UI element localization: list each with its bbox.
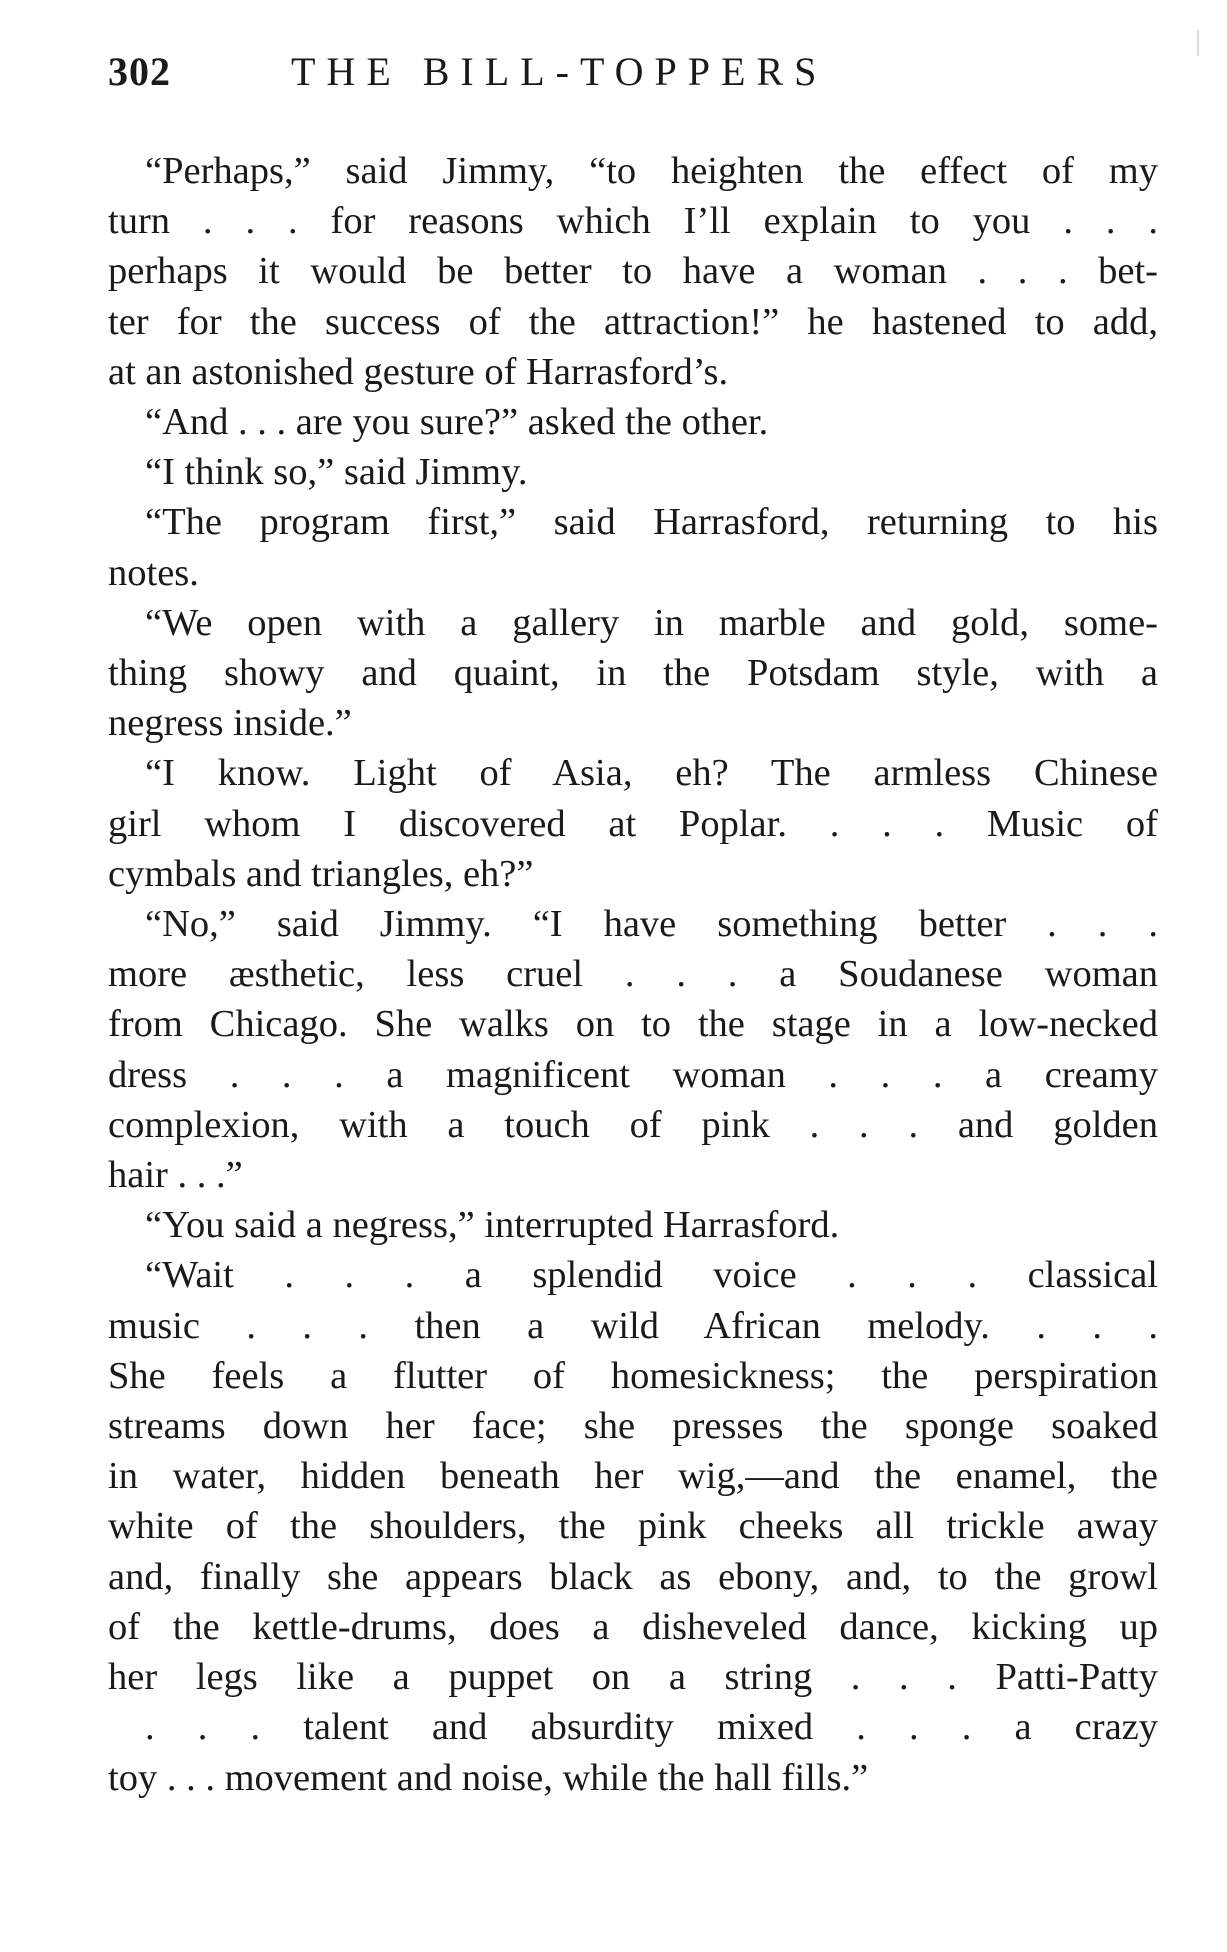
text-line: “Wait . . . a splendid voice . . . classical (145, 1254, 1158, 1297)
text-line: her legs like a puppet on a string . . . Patti-Patty (108, 1656, 1158, 1699)
text-line: from Chicago. She walks on to the stage in a low-necked (108, 1003, 1158, 1046)
text-line: streams down her face; she presses the sponge soaked (108, 1405, 1158, 1448)
text-line: “And . . . are you sure?” asked the other. (145, 401, 769, 444)
margin-mark (1197, 30, 1199, 56)
text-line: “No,” said Jimmy. “I have something better . . . (145, 903, 1158, 946)
text-line: dress . . . a magnificent woman . . . a creamy (108, 1053, 1158, 1096)
book-page (108, 48, 1158, 1803)
text-line: turn . . . for reasons which I’ll explain to you . . . (108, 200, 1158, 243)
text-line: music . . . then a wild African melody. . . . (108, 1304, 1158, 1347)
text-line: complexion, with a touch of pink . . . and golden (108, 1103, 1158, 1146)
text-line: She feels a flutter of homesickness; the perspiration (108, 1354, 1158, 1397)
text-line: hair . . .” (108, 1154, 243, 1197)
text-line: “I think so,” said Jimmy. (145, 451, 528, 494)
body-text (108, 146, 1158, 1803)
text-line: . . . talent and absurdity mixed . . . a crazy (145, 1706, 1158, 1749)
text-line: notes. (108, 551, 199, 594)
text-line: in water, hidden beneath her wig,—and the enamel, the (108, 1455, 1158, 1498)
text-line: “You said a negress,” interrupted Harrasford. (145, 1204, 840, 1247)
text-line: at an astonished gesture of Harrasford’s. (108, 350, 729, 393)
text-line: negress inside.” (108, 702, 352, 745)
text-line: “We open with a gallery in marble and gold, some- (145, 601, 1158, 644)
text-line: “Perhaps,” said Jimmy, “to heighten the effect of my (145, 150, 1158, 192)
text-line: white of the shoulders, the pink cheeks all trickle away (108, 1505, 1158, 1548)
running-head (108, 48, 1158, 108)
text-line: toy . . . movement and noise, while the hall fills.” (108, 1756, 869, 1799)
text-line: and, finally she appears black as ebony, and, to the growl (108, 1555, 1158, 1598)
text-line: more æsthetic, less cruel . . . a Soudanese woman (108, 953, 1158, 996)
text-line: “I know. Light of Asia, eh? The armless Chinese (145, 752, 1158, 795)
text-line: perhaps it would be better to have a woman . . . bet- (108, 250, 1158, 293)
text-line: thing showy and quaint, in the Potsdam style, with a (108, 652, 1158, 695)
running-title: THE BILL-TOPPERS (291, 49, 828, 94)
text-line: “The program first,” said Harrasford, returning to his (145, 501, 1158, 544)
text-line: of the kettle-drums, does a disheveled dance, kicking up (108, 1605, 1158, 1648)
page-number: 302 (108, 49, 171, 94)
text-line: girl whom I discovered at Poplar. . . . Music of (108, 802, 1158, 845)
text-line: cymbals and triangles, eh?” (108, 852, 534, 895)
text-line: ter for the success of the attraction!” he hastened to add, (108, 300, 1158, 343)
